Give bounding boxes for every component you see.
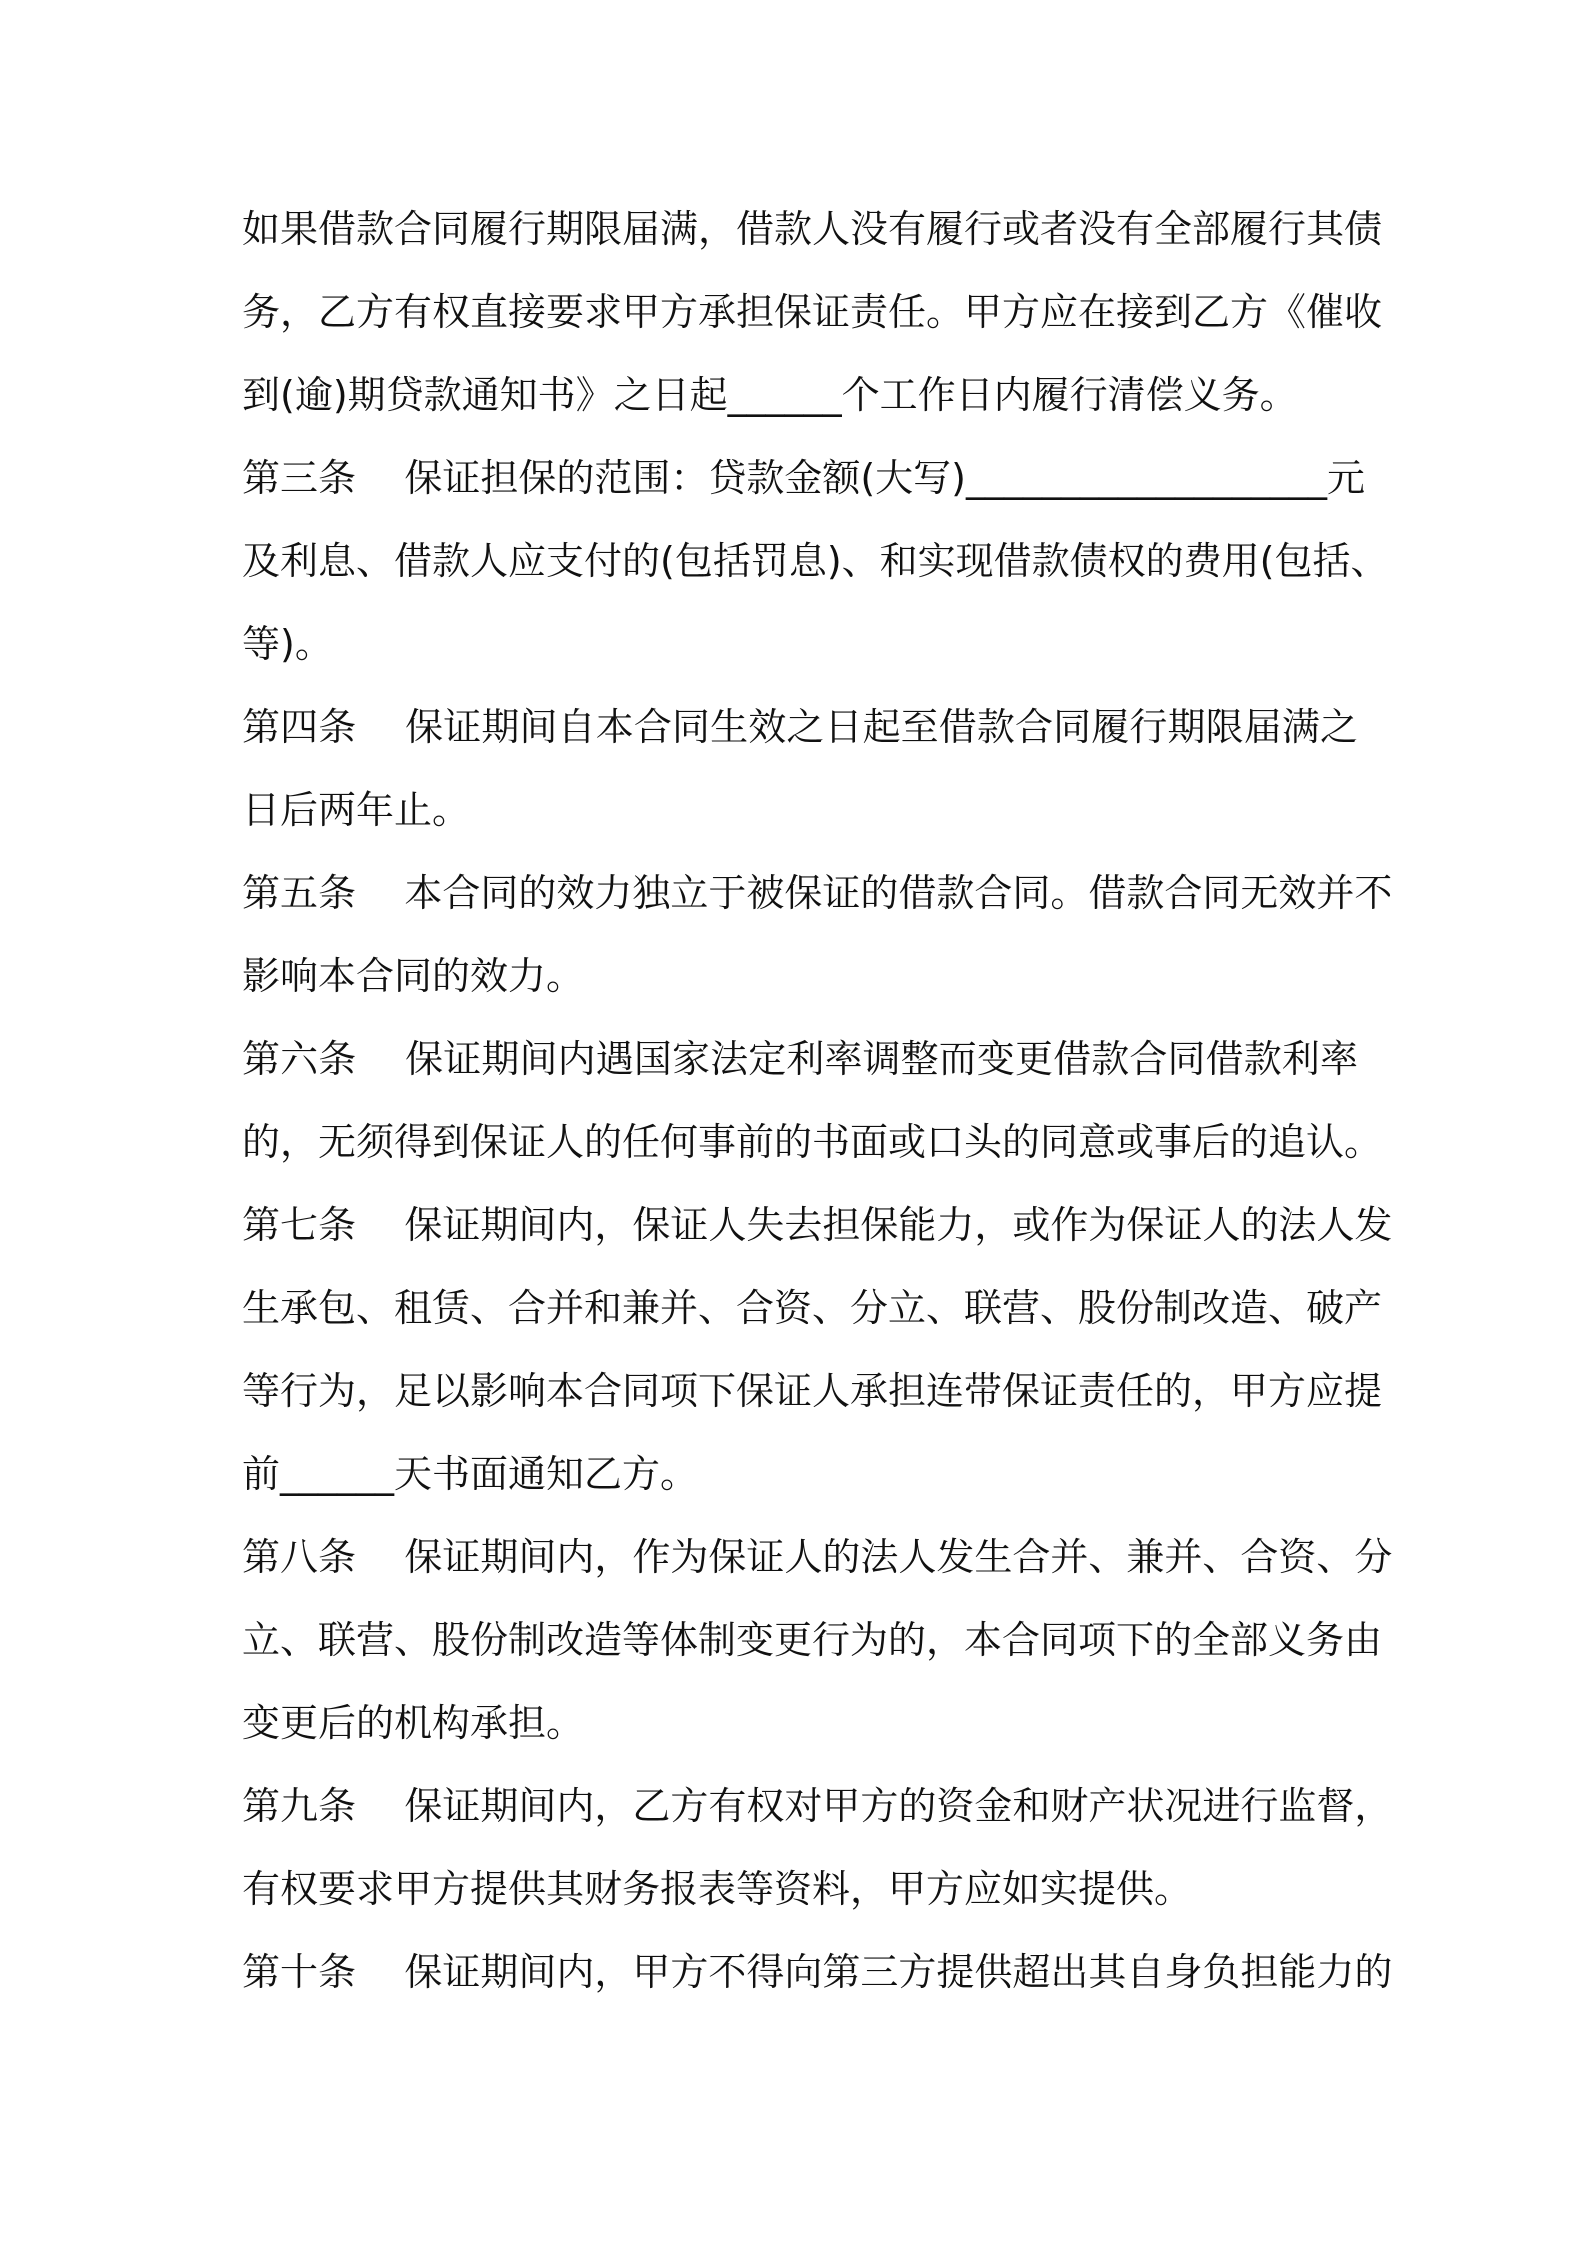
article-8-line-2: 立、联营、股份制改造等体制变更行为的，本合同项下的全部义务由 — [242, 1618, 1383, 1662]
article-6-line-2: 的，无须得到保证人的任何事前的书面或口头的同意或事后的追认。 — [242, 1120, 1383, 1164]
article-8-line-1: 第八条 保证期间内，作为保证人的法人发生合并、兼并、合资、分 — [242, 1535, 1393, 1579]
article-7-line-1: 第七条 保证期间内，保证人失去担保能力，或作为保证人的法人发 — [242, 1203, 1393, 1247]
article-10-line-1: 第十条 保证期间内，甲方不得向第三方提供超出其自身负担能力的 — [242, 1950, 1393, 1994]
article-6-line-1: 第六条 保证期间内遇国家法定利率调整而变更借款合同借款利率 — [242, 1037, 1358, 1081]
article-7-line-2: 生承包、租赁、合并和兼并、合资、分立、联营、股份制改造、破产 — [242, 1286, 1383, 1330]
contract-body — [242, 188, 1393, 2014]
article-3-line-1: 第三条 保证担保的范围：贷款金额(大写)___________________元 — [242, 456, 1365, 500]
article-3-line-3: 等)。 — [242, 622, 333, 666]
article-8-line-3: 变更后的机构承担。 — [242, 1701, 585, 1745]
article-5-line-1: 第五条 本合同的效力独立于被保证的借款合同。借款合同无效并不 — [242, 871, 1393, 915]
article-4-line-2: 日后两年止。 — [242, 788, 471, 832]
contract-line-3: 到(逾)期贷款通知书》之日起______个工作日内履行清偿义务。 — [242, 373, 1298, 417]
article-7-line-4: 前______天书面通知乙方。 — [242, 1452, 699, 1496]
contract-line-1: 如果借款合同履行期限届满，借款人没有履行或者没有全部履行其债 — [242, 207, 1383, 251]
contract-line-2: 务，乙方有权直接要求甲方承担保证责任。甲方应在接到乙方《催收 — [242, 290, 1383, 334]
article-5-line-2: 影响本合同的效力。 — [242, 954, 585, 998]
article-4-line-1: 第四条 保证期间自本合同生效之日起至借款合同履行期限届满之 — [242, 705, 1358, 749]
article-9-line-1: 第九条 保证期间内，乙方有权对甲方的资金和财产状况进行监督， — [242, 1784, 1393, 1828]
article-7-line-3: 等行为，足以影响本合同项下保证人承担连带保证责任的，甲方应提 — [242, 1369, 1383, 1413]
article-9-line-2: 有权要求甲方提供其财务报表等资料，甲方应如实提供。 — [242, 1867, 1193, 1911]
article-3-line-2: 及利息、借款人应支付的(包括罚息)、和实现借款债权的费用(包括、 — [242, 539, 1389, 583]
